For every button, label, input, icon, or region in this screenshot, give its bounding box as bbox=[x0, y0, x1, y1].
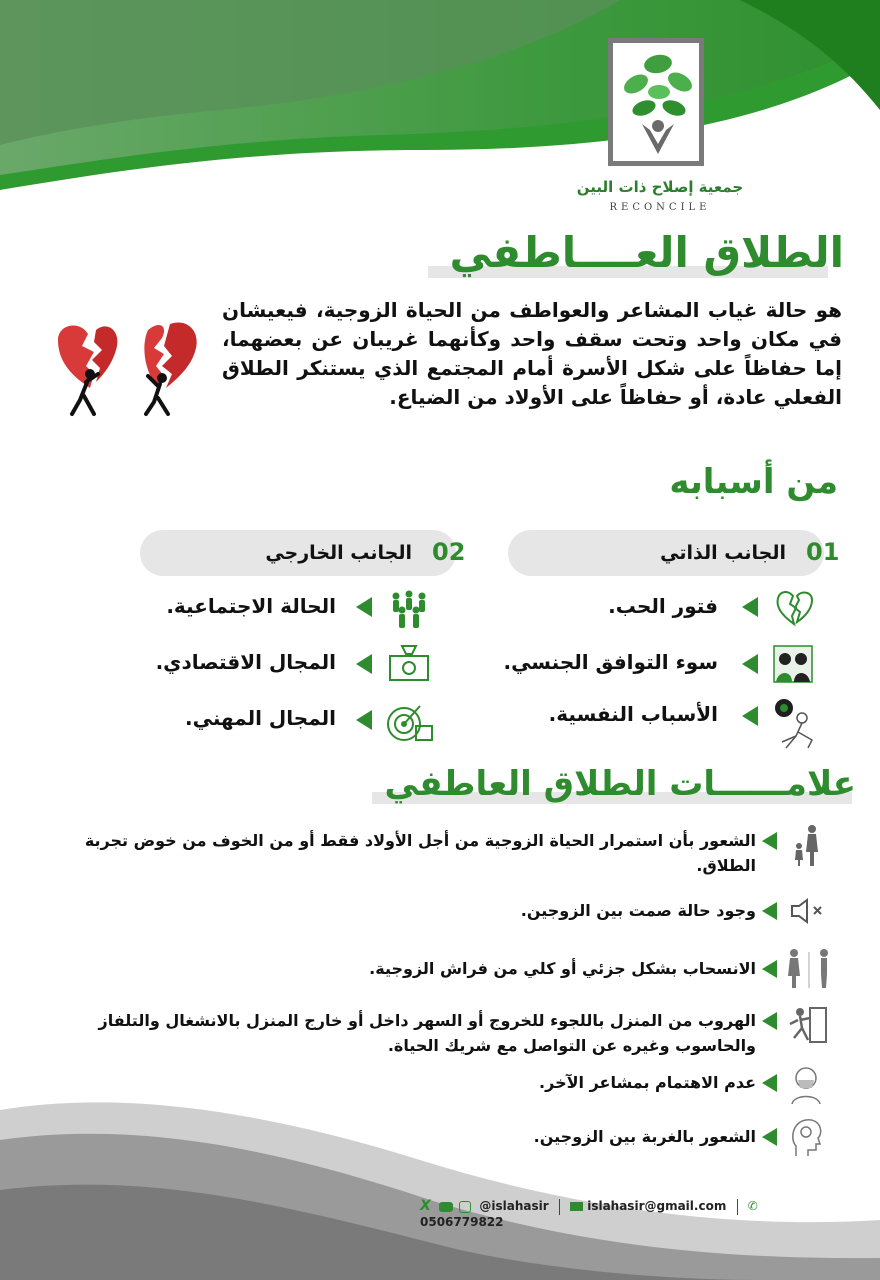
cause-item: الحالة الاجتماعية. bbox=[166, 594, 336, 618]
bullet-arrow-icon bbox=[762, 832, 777, 850]
cause-item: سوء التوافق الجنسي. bbox=[503, 650, 718, 674]
bullet-arrow-icon bbox=[762, 902, 777, 920]
broken-heart-icon bbox=[774, 586, 816, 628]
youtube-icon[interactable] bbox=[439, 1202, 453, 1212]
mute-speaker-icon bbox=[790, 898, 824, 924]
bullet-arrow-icon bbox=[762, 1012, 777, 1030]
people-group-icon bbox=[388, 588, 430, 630]
cause-item: المجال الاقتصادي. bbox=[155, 650, 336, 674]
self-aspect-number: 01 bbox=[806, 538, 840, 566]
bottom-wave-decoration bbox=[0, 1080, 880, 1280]
bullet-arrow-icon bbox=[742, 654, 758, 674]
sign-item: الانسحاب بشكل جزئي أو كلي من فراش الزوجية. bbox=[369, 959, 756, 978]
money-icon bbox=[388, 642, 430, 684]
phone-icon: ✆ bbox=[747, 1199, 758, 1213]
bullet-arrow-icon bbox=[356, 597, 372, 617]
contact-phone[interactable]: 0506779822 bbox=[420, 1214, 504, 1229]
bullet-arrow-icon bbox=[356, 710, 372, 730]
couple-apart-icon bbox=[786, 948, 832, 990]
bullet-arrow-icon bbox=[742, 597, 758, 617]
social-handle[interactable]: @islahasir bbox=[479, 1199, 549, 1213]
sign-item: عدم الاهتمام بمشاعر الآخر. bbox=[539, 1073, 756, 1092]
external-aspect-number: 02 bbox=[432, 538, 466, 566]
email-icon bbox=[570, 1202, 583, 1211]
sign-item: الشعور بالغربة بين الزوجين. bbox=[533, 1127, 756, 1146]
page-title: الطلاق العــــاطفي bbox=[449, 228, 844, 277]
signs-title: علامــــــات الطلاق العاطفي bbox=[384, 764, 856, 804]
sign-item: الشعور بأن استمرار الحياة الزوجية من أجل الأولاد فقط أو من الخوف من خوض تجربة الطلاق. bbox=[84, 831, 756, 875]
family-icon bbox=[792, 824, 822, 868]
contact-footer bbox=[420, 1198, 820, 1229]
person-leaving-icon bbox=[788, 1004, 828, 1044]
x-twitter-icon[interactable]: X bbox=[420, 1198, 431, 1214]
org-name: جمعية إصلاح ذات البين bbox=[576, 178, 744, 196]
external-aspect-label: الجانب الخارجي bbox=[265, 542, 412, 564]
causes-title: من أسبابه bbox=[669, 462, 838, 502]
sign-item: وجود حالة صمت بين الزوجين. bbox=[520, 901, 756, 920]
target-briefcase-icon bbox=[386, 700, 434, 744]
sad-person-icon bbox=[772, 696, 820, 750]
intro-paragraph: هو حالة غياب المشاعر والعواطف من الحياة الزوجية، فيعيشان في مكان واحد وتحت سقف واحد وكأنهما غريبان عن بعضهما، إما حفاظاً على شكل الأسرة أمام المجتمع الذي يستنكر الطلاق الفعلي عادة، أو حفاظاً على الأولاد من الضياع. bbox=[222, 298, 842, 409]
sign-item: الهروب من المنزل باللجوء للخروج أو السهر داخل أو خارج المنزل بالانشغال والتلفاز والحاسوب وغيره عن التواصل مع شريك الحياة. bbox=[98, 1011, 756, 1055]
broken-heart-carriers-illustration bbox=[50, 318, 210, 418]
org-logo bbox=[608, 38, 712, 176]
bullet-arrow-icon bbox=[762, 960, 777, 978]
contact-email[interactable]: islahasir@gmail.com bbox=[587, 1199, 727, 1213]
cause-item: الأسباب النفسية. bbox=[548, 702, 718, 726]
tree-icon bbox=[616, 46, 698, 158]
couple-arguing-icon bbox=[772, 642, 814, 684]
bullet-arrow-icon bbox=[356, 654, 372, 674]
cause-item: المجال المهني. bbox=[185, 706, 336, 730]
self-aspect-label: الجانب الذاتي bbox=[660, 542, 786, 564]
instagram-icon[interactable] bbox=[459, 1201, 471, 1213]
bullet-arrow-icon bbox=[742, 706, 758, 726]
top-wave-decoration bbox=[0, 0, 880, 200]
org-latin-name: RECONCILE bbox=[609, 202, 711, 213]
cause-item: فتور الحب. bbox=[608, 594, 718, 618]
